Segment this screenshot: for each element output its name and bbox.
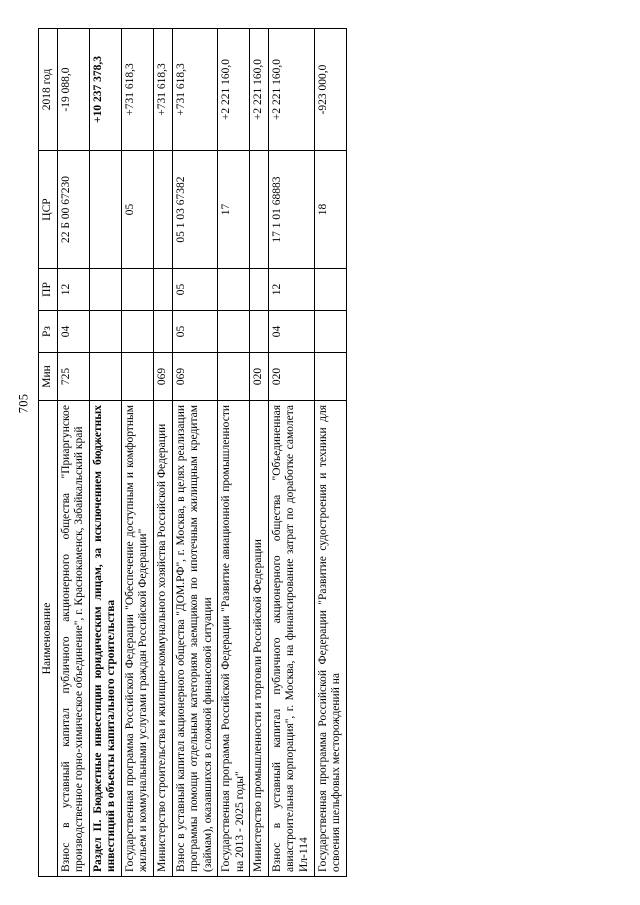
cell-pr: 12 bbox=[57, 269, 89, 311]
table-row bbox=[121, 29, 153, 877]
cell-name: Раздел II. Бюджетные инвестиции юридическим лицам, за исключением бюджетных инвестиций в объекты капитального строительства bbox=[89, 401, 121, 877]
cell-rz bbox=[218, 311, 250, 353]
cell-csr: 17 1 01 68883 bbox=[268, 151, 314, 269]
cell-pr bbox=[250, 269, 269, 311]
table-row bbox=[314, 29, 346, 877]
column-header-rz: Рз bbox=[39, 311, 58, 353]
cell-csr: 05 1 03 67382 bbox=[172, 151, 218, 269]
cell-name: Государственная программа Российской Федерации "Развитие судостроения и техники для освоения шельфовых месторождений на bbox=[314, 401, 346, 877]
table-body bbox=[57, 29, 346, 877]
cell-year: +2 221 160,0 bbox=[268, 29, 314, 151]
cell-year: +2 221 160,0 bbox=[250, 29, 269, 151]
column-header-csr: ЦСР bbox=[39, 151, 58, 269]
cell-year: +731 618,3 bbox=[121, 29, 153, 151]
column-header-min: Мин bbox=[39, 353, 58, 401]
cell-year: -19 088,0 bbox=[57, 29, 89, 151]
cell-year: +731 618,3 bbox=[172, 29, 218, 151]
cell-name: Государственная программа Российской Федерации "Обеспечение доступным и комфортным жильем и коммунальными услугами граждан Российской Федерации" bbox=[121, 401, 153, 877]
cell-rz bbox=[250, 311, 269, 353]
cell-pr bbox=[121, 269, 153, 311]
cell-csr: 22 Б 00 67230 bbox=[57, 151, 89, 269]
budget-table bbox=[38, 28, 347, 877]
cell-pr: 12 bbox=[268, 269, 314, 311]
cell-csr bbox=[250, 151, 269, 269]
cell-csr bbox=[153, 151, 172, 269]
cell-min: 020 bbox=[268, 353, 314, 401]
cell-rz: 05 bbox=[172, 311, 218, 353]
cell-year: +2 221 160,0 bbox=[218, 29, 250, 151]
cell-name: Взнос в уставный капитал публичного акционерного общества "Приаргунское производственное горно-химическое объединение", г. Краснокаменск, Забайкальский край bbox=[57, 401, 89, 877]
table-row bbox=[218, 29, 250, 877]
column-header-pr: ПР bbox=[39, 269, 58, 311]
cell-pr bbox=[218, 269, 250, 311]
column-header-year: 2018 год bbox=[39, 29, 58, 151]
table-row bbox=[268, 29, 314, 877]
cell-rz bbox=[153, 311, 172, 353]
table-row bbox=[153, 29, 172, 877]
cell-min bbox=[314, 353, 346, 401]
cell-rz: 04 bbox=[57, 311, 89, 353]
cell-min: 069 bbox=[153, 353, 172, 401]
cell-rz bbox=[121, 311, 153, 353]
cell-pr bbox=[314, 269, 346, 311]
cell-csr: 18 bbox=[314, 151, 346, 269]
cell-pr: 05 bbox=[172, 269, 218, 311]
cell-rz bbox=[89, 311, 121, 353]
cell-name: Взнос в уставный капитал акционерного общества "ДОМ.РФ", г. Москва, в целях реализации программы помощи отдельным категориям заемщиков по ипотечным жилищным кредитам (займам), оказавшихся в сложной финансовой ситуации bbox=[172, 401, 218, 877]
table-row bbox=[172, 29, 218, 877]
cell-pr bbox=[89, 269, 121, 311]
cell-year: -923 000,0 bbox=[314, 29, 346, 151]
cell-min bbox=[218, 353, 250, 401]
table-header-row bbox=[39, 29, 58, 877]
cell-rz bbox=[314, 311, 346, 353]
table-row bbox=[250, 29, 269, 877]
cell-name: Государственная программа Российской Федерации "Развитие авиационной промышленности на 2013 - 2025 годы" bbox=[218, 401, 250, 877]
cell-csr: 05 bbox=[121, 151, 153, 269]
cell-min: 020 bbox=[250, 353, 269, 401]
cell-name: Министерство промышленности и торговли Российской Федерации bbox=[250, 401, 269, 877]
cell-pr bbox=[153, 269, 172, 311]
cell-name: Взнос в уставный капитал публичного акционерного общества "Объединенная авиастроительная корпорация", г. Москва, на финансирование затрат по доработке самолета Ил-114 bbox=[268, 401, 314, 877]
cell-csr bbox=[89, 151, 121, 269]
cell-name: Министерство строительства и жилищно-коммунального хозяйства Российской Федерации bbox=[153, 401, 172, 877]
cell-min: 069 bbox=[172, 353, 218, 401]
column-header-name: Наименование bbox=[39, 401, 58, 877]
cell-year: +731 618,3 bbox=[153, 29, 172, 151]
page-number: 705 bbox=[16, 393, 31, 414]
cell-year: +10 237 378,3 bbox=[89, 29, 121, 151]
cell-min bbox=[89, 353, 121, 401]
cell-rz: 04 bbox=[268, 311, 314, 353]
table-row bbox=[89, 29, 121, 877]
cell-min: 725 bbox=[57, 353, 89, 401]
cell-min bbox=[121, 353, 153, 401]
cell-csr: 17 bbox=[218, 151, 250, 269]
table-row bbox=[57, 29, 89, 877]
